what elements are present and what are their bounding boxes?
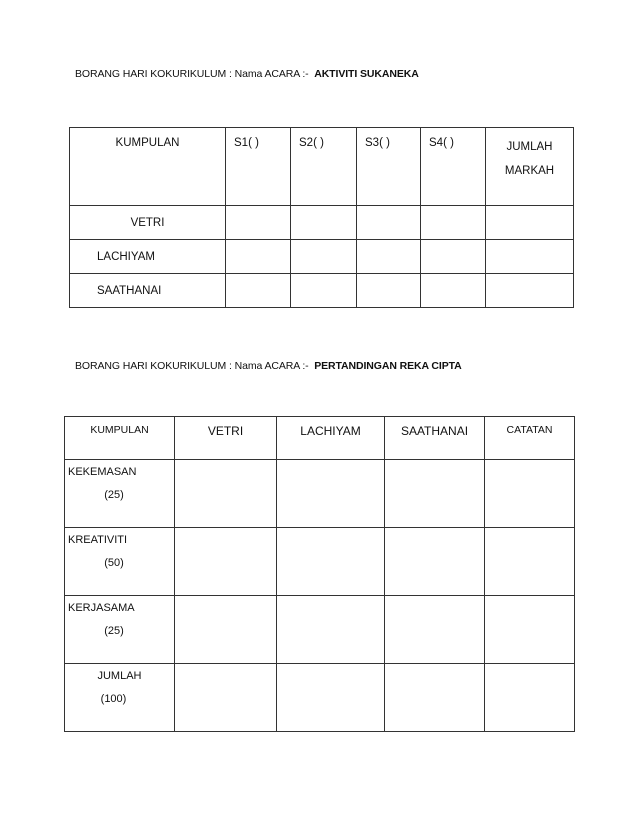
score-cell[interactable]	[357, 206, 421, 240]
section1-heading-prefix: BORANG HARI KOKURIKULUM : Nama ACARA :-	[75, 68, 309, 80]
score-cell[interactable]	[385, 528, 485, 596]
header-markah: MARKAH	[504, 165, 555, 177]
notes-cell[interactable]	[485, 460, 575, 528]
score-cell[interactable]	[226, 240, 291, 274]
table-row	[70, 206, 574, 240]
header-jumlah: JUMLAH	[506, 141, 553, 153]
score-cell[interactable]	[421, 240, 486, 274]
section1-heading	[75, 68, 419, 80]
score-cell[interactable]	[175, 664, 277, 732]
group-name: LACHIYAM	[70, 240, 226, 274]
section2-event-name: PERTANDINGAN REKA CIPTA	[314, 360, 462, 372]
header-catatan: CATATAN	[485, 417, 575, 460]
table-row	[65, 596, 575, 664]
total-cell[interactable]	[486, 274, 574, 308]
score-cell[interactable]	[291, 206, 357, 240]
criterion-max: (25)	[104, 489, 124, 501]
criterion-cell	[65, 596, 175, 664]
score-cell[interactable]	[175, 528, 277, 596]
notes-cell[interactable]	[485, 596, 575, 664]
section2-heading-prefix: BORANG HARI KOKURIKULUM : Nama ACARA :-	[75, 360, 309, 372]
table-row	[70, 274, 574, 308]
score-cell[interactable]	[277, 528, 385, 596]
criterion-name: KREATIVITI	[68, 534, 128, 546]
table-row	[65, 528, 575, 596]
total-cell[interactable]	[486, 240, 574, 274]
header-s4: S4( )	[421, 128, 486, 206]
header-s2: S2( )	[291, 128, 357, 206]
table-row	[65, 664, 575, 732]
score-cell[interactable]	[277, 460, 385, 528]
score-cell[interactable]	[385, 596, 485, 664]
criterion-max: (50)	[104, 557, 124, 569]
score-cell[interactable]	[421, 274, 486, 308]
score-cell[interactable]	[357, 240, 421, 274]
score-cell[interactable]	[226, 206, 291, 240]
section1-event-name: AKTIVITI SUKANEKA	[314, 68, 419, 80]
header-saathanai: SAATHANAI	[385, 417, 485, 460]
score-cell[interactable]	[421, 206, 486, 240]
score-cell[interactable]	[357, 274, 421, 308]
header-kumpulan: KUMPULAN	[65, 417, 175, 460]
rekacipta-score-table	[64, 416, 575, 732]
notes-cell[interactable]	[485, 528, 575, 596]
criterion-name: KERJASAMA	[68, 602, 135, 614]
table-header-row	[65, 417, 575, 460]
criterion-cell	[65, 528, 175, 596]
section2-heading	[75, 360, 462, 372]
notes-cell[interactable]	[485, 664, 575, 732]
criterion-cell	[65, 664, 175, 732]
header-lachiyam: LACHIYAM	[277, 417, 385, 460]
score-cell[interactable]	[385, 664, 485, 732]
criterion-cell	[65, 460, 175, 528]
criterion-max: (100)	[100, 693, 127, 705]
score-cell[interactable]	[175, 460, 277, 528]
score-cell[interactable]	[226, 274, 291, 308]
group-name: SAATHANAI	[70, 274, 226, 308]
table-row	[70, 240, 574, 274]
header-kumpulan: KUMPULAN	[70, 128, 226, 206]
criterion-name: KEKEMASAN	[68, 466, 137, 478]
header-s1: S1( )	[226, 128, 291, 206]
score-cell[interactable]	[291, 274, 357, 308]
header-jumlah-markah	[486, 128, 574, 206]
table-header-row	[70, 128, 574, 206]
total-cell[interactable]	[486, 206, 574, 240]
table-row	[65, 460, 575, 528]
score-cell[interactable]	[175, 596, 277, 664]
score-cell[interactable]	[277, 596, 385, 664]
header-vetri: VETRI	[175, 417, 277, 460]
header-s3: S3( )	[357, 128, 421, 206]
group-name: VETRI	[70, 206, 226, 240]
score-cell[interactable]	[277, 664, 385, 732]
criterion-max: (25)	[104, 625, 124, 637]
score-cell[interactable]	[291, 240, 357, 274]
sukaneka-score-table	[69, 127, 574, 308]
score-cell[interactable]	[385, 460, 485, 528]
criterion-name: JUMLAH	[97, 670, 142, 682]
